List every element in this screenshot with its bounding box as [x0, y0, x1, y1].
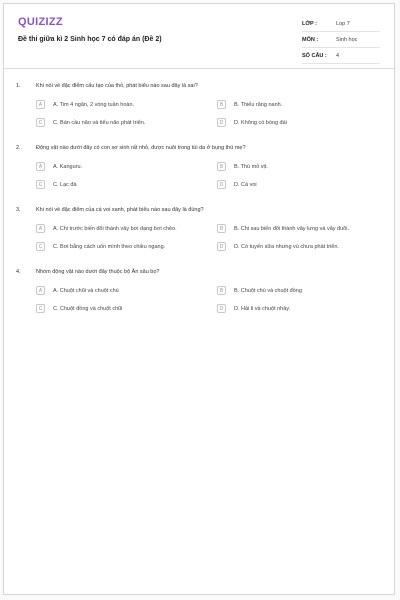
option-letter-box: B	[217, 100, 226, 109]
option-b[interactable]	[217, 162, 367, 171]
option-b[interactable]	[217, 286, 367, 295]
option-c[interactable]	[36, 242, 217, 251]
option-a[interactable]	[36, 224, 217, 233]
question-1	[4, 82, 394, 127]
option-letter-box: C	[36, 242, 45, 251]
option-text: A. Kanguru.	[53, 163, 83, 170]
question-text: Khi nói về đặc điểm cấu tạo của thỏ, phát biểu nào sau đây là sai?	[36, 83, 198, 89]
option-letter-box: B	[217, 224, 226, 233]
option-d[interactable]	[217, 304, 367, 313]
option-c[interactable]	[36, 304, 217, 313]
option-text: A. Chuột chũi và chuột chù	[53, 287, 119, 294]
worksheet-header	[4, 4, 394, 69]
option-letter-box: B	[217, 286, 226, 295]
option-text: B. Chuột chù và chuột đồng	[234, 287, 302, 294]
meta-value: Lop 7	[336, 20, 350, 27]
option-letter-box: C	[36, 304, 45, 313]
meta-row-count	[302, 48, 380, 64]
option-text: C. Chuột đồng và chuột chũi	[53, 305, 123, 312]
option-letter-box: D	[217, 180, 226, 189]
option-text: B. Thú mỏ vịt.	[234, 163, 268, 170]
option-letter-box: D	[217, 118, 226, 127]
option-text: D. Hải li và chuột nhảy.	[234, 305, 291, 312]
question-header	[4, 206, 394, 214]
option-a[interactable]	[36, 162, 217, 171]
option-text: A. Tim 4 ngăn, 2 vòng tuần hoàn.	[53, 101, 135, 108]
option-letter-box: A	[36, 162, 45, 171]
option-text: B. Chi sau biến đổi thành vây lưng và vây đuôi.	[234, 225, 349, 232]
option-a[interactable]	[36, 286, 217, 295]
option-letter-box: D	[217, 304, 226, 313]
meta-label: MÔN :	[302, 36, 319, 43]
option-text: D. Có tuyến sữa nhưng vú chưa phát triển.	[234, 243, 339, 250]
meta-row-subject	[302, 32, 380, 48]
option-d[interactable]	[217, 180, 367, 189]
question-header	[4, 82, 394, 90]
option-letter-box: A	[36, 224, 45, 233]
option-d[interactable]	[217, 242, 367, 251]
question-3	[4, 206, 394, 251]
option-c[interactable]	[36, 180, 217, 189]
meta-label: LỚP :	[302, 20, 317, 27]
meta-row-class	[302, 16, 380, 32]
option-letter-box: A	[36, 286, 45, 295]
question-number: 1.	[16, 83, 21, 89]
option-b[interactable]	[217, 224, 367, 233]
question-number: 3.	[16, 207, 21, 213]
answer-options	[4, 224, 394, 251]
option-letter-box: C	[36, 180, 45, 189]
meta-info	[302, 16, 380, 64]
option-text: B. Thiếu răng nanh.	[234, 101, 283, 108]
option-text: C. Lạc đà	[53, 181, 77, 188]
option-text: D. Cá voi	[234, 181, 257, 188]
question-text: Nhóm động vật nào dưới đây thuộc bộ Ăn sâu bọ?	[36, 269, 160, 275]
question-number: 2.	[16, 145, 21, 151]
question-list	[4, 80, 394, 313]
question-number: 4.	[16, 269, 21, 275]
option-c[interactable]	[36, 118, 217, 127]
option-text: D. Không có bóng đái	[234, 119, 287, 126]
option-text: C. Bán cầu não và tiểu não phát triển.	[53, 119, 146, 126]
option-letter-box: B	[217, 162, 226, 171]
question-text: Động vật nào dưới đây có con sơ sinh rất nhỏ, được nuôi trong túi da ở bụng thú mẹ?	[36, 145, 246, 151]
answer-options	[4, 100, 394, 127]
option-letter-box: A	[36, 100, 45, 109]
question-header	[4, 268, 394, 276]
meta-value: 4	[336, 52, 340, 59]
meta-value: Sinh học	[336, 36, 358, 43]
option-letter-box: D	[217, 242, 226, 251]
question-2	[4, 144, 394, 189]
option-text: A. Chi trước biến đổi thành vây bơi dạng bơi chèo.	[53, 225, 177, 232]
option-a[interactable]	[36, 100, 217, 109]
option-letter-box: C	[36, 118, 45, 127]
question-4	[4, 268, 394, 313]
meta-label: SỐ CÂU :	[302, 52, 327, 59]
answer-options	[4, 286, 394, 313]
answer-options	[4, 162, 394, 189]
worksheet-page	[3, 3, 395, 595]
option-text: C. Bơi bằng cách uốn mình theo chiều ngang.	[53, 243, 166, 250]
page-title: Đề thi giữa kì 2 Sinh học 7 có đáp án (Đề 2)	[18, 36, 162, 43]
quizizz-logo: QUIZIZZ	[18, 16, 63, 28]
question-text: Khi nói về đặc điểm của cá voi xanh, phát biểu nào sau đây là đúng?	[36, 207, 204, 213]
option-b[interactable]	[217, 100, 367, 109]
option-d[interactable]	[217, 118, 367, 127]
question-header	[4, 144, 394, 152]
